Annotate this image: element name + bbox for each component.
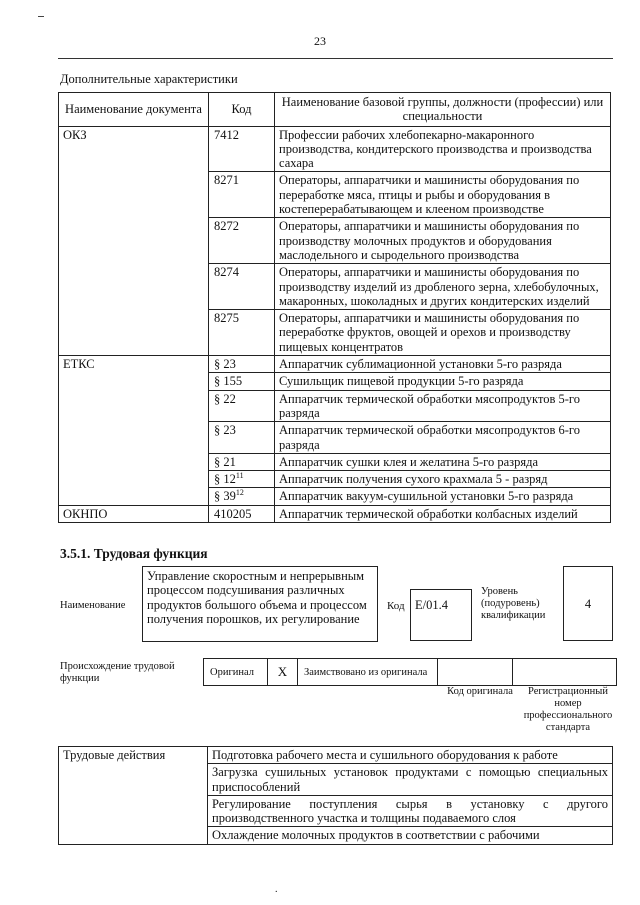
group-name-cell: Аппаратчик термической обработки колбасных изделий bbox=[275, 505, 611, 522]
scan-mark bbox=[38, 16, 44, 20]
table-row bbox=[59, 356, 611, 373]
group-name-cell: Профессии рабочих хлебопекарно-макаронного производства, кондитерского производства и производства сахара bbox=[275, 126, 611, 172]
code-text: 410205 bbox=[214, 506, 252, 521]
code-cell bbox=[209, 172, 275, 218]
code-text: 8275 bbox=[214, 311, 239, 326]
function-code-box: E/01.4 bbox=[410, 589, 472, 641]
characteristics-table bbox=[58, 92, 611, 523]
action-item: Подготовка рабочего места и сушильного оборудования к работе bbox=[208, 747, 613, 764]
code-cell bbox=[209, 488, 275, 505]
group-name-cell: Аппаратчик термической обработки мясопродуктов 5-го разряда bbox=[275, 390, 611, 422]
code-cell bbox=[209, 310, 275, 356]
document-cell: ЕТКС bbox=[59, 356, 209, 506]
function-name-box: Управление скоростным и непрерывным процессом подсушивания различных продуктов большого объема и процессом получения порошков, их регулирование bbox=[142, 566, 378, 642]
code-text: § 23 bbox=[214, 423, 236, 438]
code-text: 8272 bbox=[214, 219, 239, 234]
actions-label-cell: Трудовые действия bbox=[59, 747, 208, 845]
code-cell bbox=[209, 453, 275, 470]
level-label: Уровень (подуровень) квалификации bbox=[481, 586, 546, 621]
registration-caption: Регистрационный номер профессионального стандарта bbox=[523, 686, 613, 733]
table-row bbox=[59, 126, 611, 172]
footnote-ref: 12 bbox=[235, 488, 244, 498]
actions-body bbox=[59, 747, 613, 845]
header-document: Наименование документа bbox=[59, 93, 209, 127]
code-cell bbox=[209, 264, 275, 310]
document-cell: ОКЗ bbox=[59, 126, 209, 355]
code-cell bbox=[209, 422, 275, 454]
group-name-cell: Аппаратчик термической обработки мясопродуктов 6-го разряда bbox=[275, 422, 611, 454]
level-value-box: 4 bbox=[563, 566, 613, 641]
code-original-caption: Код оригинала bbox=[447, 686, 513, 697]
scan-dot: . bbox=[275, 884, 278, 895]
code-text: 7412 bbox=[214, 127, 239, 142]
section-caption: Дополнительные характеристики bbox=[60, 72, 238, 86]
borrowed-label-cell: Заимствовано из оригинала bbox=[298, 659, 438, 685]
header-group-name: Наименование базовой группы, должности (профессии) или специальности bbox=[275, 93, 611, 127]
original-code-cell bbox=[438, 659, 513, 685]
code-text: 8271 bbox=[214, 173, 239, 188]
code-text: § 155 bbox=[214, 374, 243, 389]
code-text: § 21 bbox=[214, 454, 236, 469]
table-row bbox=[59, 505, 611, 522]
group-name-cell: Аппаратчик сушки клея и желатина 5-го разряда bbox=[275, 453, 611, 470]
code-cell bbox=[209, 505, 275, 522]
code-cell bbox=[209, 126, 275, 172]
code-cell bbox=[209, 218, 275, 264]
code-text: § 23 bbox=[214, 357, 236, 372]
header-code: Код bbox=[209, 93, 275, 127]
original-label-cell: Оригинал bbox=[204, 659, 268, 685]
group-name-cell: Операторы, аппаратчики и машинисты оборудования по переработке фруктов, овощей и орехов и производству пищевых концентратов bbox=[275, 310, 611, 356]
registration-number-cell bbox=[513, 659, 616, 685]
code-text: 8274 bbox=[214, 265, 239, 280]
code-label: Код bbox=[387, 600, 405, 612]
group-name-cell: Аппаратчик вакуум-сушильной установки 5-го разряда bbox=[275, 488, 611, 505]
code-cell bbox=[209, 390, 275, 422]
code-text: § 39 bbox=[214, 489, 236, 504]
labor-function-heading: 3.5.1. Трудовая функция bbox=[60, 546, 208, 561]
code-cell bbox=[209, 471, 275, 488]
group-name-cell: Сушильщик пищевой продукции 5-го разряда bbox=[275, 373, 611, 390]
code-cell bbox=[209, 356, 275, 373]
origin-label: Происхождение трудовой функции bbox=[60, 661, 175, 684]
header-rule bbox=[58, 58, 613, 59]
page-number: 23 bbox=[314, 34, 326, 48]
table-body bbox=[59, 126, 611, 522]
group-name-cell: Аппаратчик получения сухого крахмала 5 - разряд bbox=[275, 471, 611, 488]
group-name-cell: Аппаратчик сублимационной установки 5-го разряда bbox=[275, 356, 611, 373]
document-cell: ОКНПО bbox=[59, 505, 209, 522]
group-name-cell: Операторы, аппаратчики и машинисты оборудования по переработке мяса, птицы и рыбы и оборудования в костеперерабатывающем и клееном производстве bbox=[275, 172, 611, 218]
group-name-cell: Операторы, аппаратчики и машинисты оборудования по производству молочных продуктов и оборудования маслодельного и сыродельного производства bbox=[275, 218, 611, 264]
table-header-row bbox=[59, 93, 611, 127]
action-item: Охлаждение молочных продуктов в соответствии с рабочими bbox=[208, 827, 613, 844]
labor-actions-table bbox=[58, 746, 613, 845]
action-item: Регулирование поступления сырья в установку с другого производственного участка и толщины подаваемого слоя bbox=[208, 795, 613, 827]
original-mark-cell: X bbox=[268, 659, 298, 685]
origin-row bbox=[203, 658, 617, 686]
action-row bbox=[59, 747, 613, 764]
code-text: § 22 bbox=[214, 391, 236, 406]
footnote-ref: 11 bbox=[235, 470, 244, 480]
action-item: Загрузка сушильных установок продуктами с помощью специальных приспособлений bbox=[208, 764, 613, 796]
code-text: § 12 bbox=[214, 472, 236, 487]
name-label: Наименование bbox=[60, 600, 126, 611]
code-cell bbox=[209, 373, 275, 390]
group-name-cell: Операторы, аппаратчики и машинисты оборудования по производству изделий из дробленого зерна, хлебобулочных, макаронных, шоколадных и других кондитерских изделий bbox=[275, 264, 611, 310]
